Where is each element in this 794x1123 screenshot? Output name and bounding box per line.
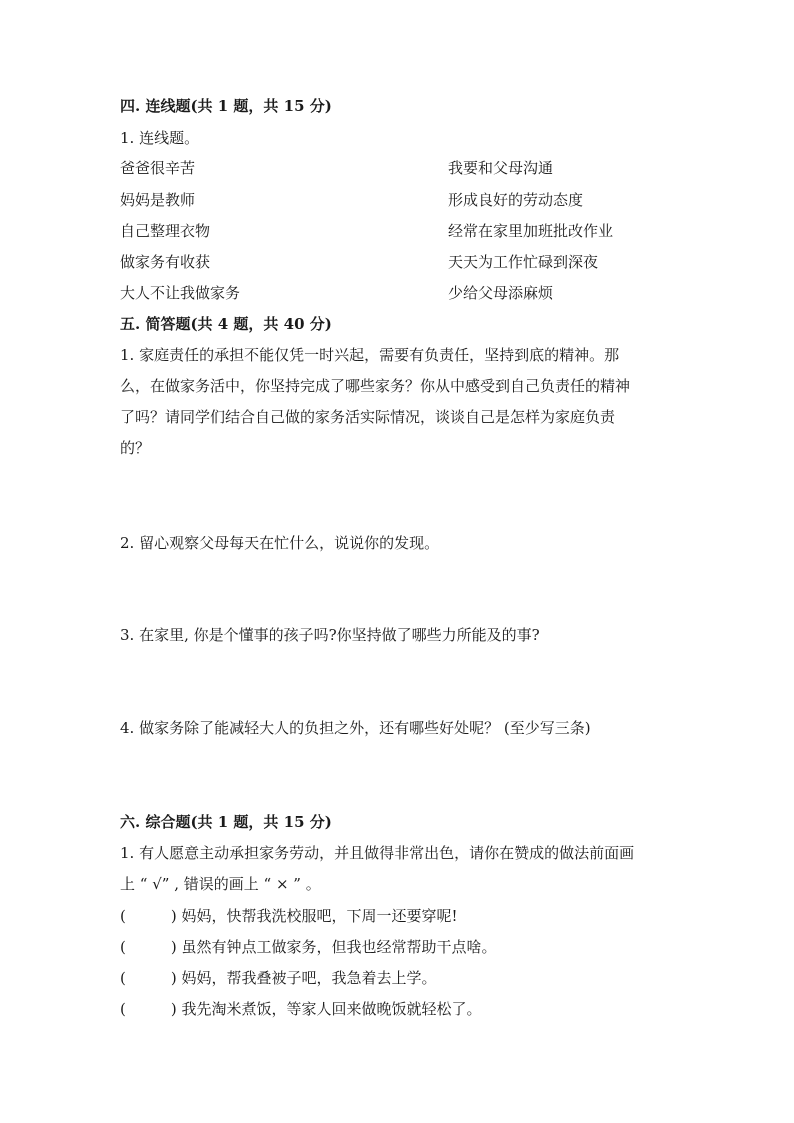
- section5-question-1: [120, 340, 680, 464]
- section6-q1-line-1: 1. 有人愿意主动承担家务劳动，并且做得非常出色，请你在赞成的做法前面画: [120, 844, 635, 862]
- match-left-2: 妈妈是教师: [120, 191, 196, 209]
- section5-q1-line-2: 么，在做家务活中，你坚持完成了哪些家务？你从中感受到自己负责任的精神: [120, 377, 631, 395]
- judge-item-1: ( ) 妈妈，快帮我洗校服吧，下周一还要穿呢!: [120, 907, 458, 925]
- section5-title: 五. 简答题(共 4 题，共 40 分): [120, 315, 332, 333]
- judge-item-2: ( ) 虽然有钟点工做家务，但我也经常帮助干点啥。: [120, 938, 497, 956]
- section6-title: 六. 综合题(共 1 题，共 15 分): [120, 813, 332, 831]
- match-right-2: 形成良好的劳动态度: [448, 191, 584, 209]
- judge-item-4: ( ) 我先淘米煮饭，等家人回来做晚饭就轻松了。: [120, 1000, 482, 1018]
- match-left-3: 自己整理衣物: [120, 222, 211, 240]
- section5-q1-line-1: 1. 家庭责任的承担不能仅凭一时兴起，需要有负责任，坚持到底的精神。那: [120, 346, 620, 364]
- section6-q1-line-2: 上 “ √” , 错误的画上 “ × ” 。: [120, 875, 321, 893]
- section5-q1-line-4: 的？: [120, 439, 151, 457]
- match-right-1: 我要和父母沟通: [448, 159, 554, 177]
- section5-question-3: 3. 在家里, 你是个懂事的孩子吗?你坚持做了哪些力所能及的事?: [120, 626, 540, 644]
- match-left-4: 做家务有收获: [120, 253, 211, 271]
- section5-question-2: 2. 留心观察父母每天在忙什么，说说你的发现。: [120, 534, 440, 552]
- section4-question-1: 1. 连线题。: [120, 129, 200, 147]
- section6-question-1: [120, 838, 680, 900]
- section4-title: 四. 连线题(共 1 题，共 15 分): [120, 97, 332, 115]
- match-left-1: 爸爸很辛苦: [120, 159, 196, 177]
- judge-item-3: ( ) 妈妈，帮我叠被子吧，我急着去上学。: [120, 969, 437, 987]
- match-right-3: 经常在家里加班批改作业: [448, 222, 614, 240]
- section5-question-4: 4. 做家务除了能减轻大人的负担之外，还有哪些好处呢？ (至少写三条): [120, 719, 591, 737]
- match-right-5: 少给父母添麻烦: [448, 284, 554, 302]
- match-right-4: 天天为工作忙碌到深夜: [448, 253, 599, 271]
- match-left-5: 大人不让我做家务: [120, 284, 241, 302]
- section5-q1-line-3: 了吗？请同学们结合自己做的家务活实际情况，谈谈自己是怎样为家庭负责: [120, 408, 616, 426]
